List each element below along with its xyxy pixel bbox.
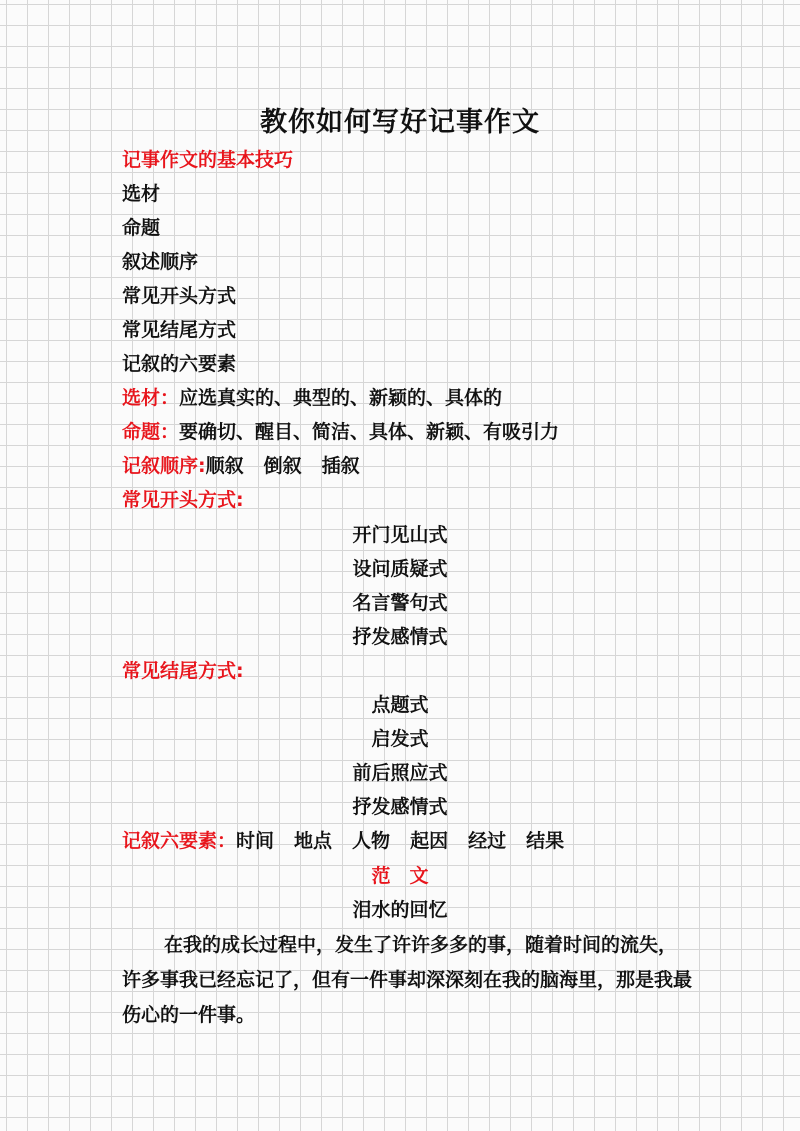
order-item: 倒叙 [263, 455, 302, 477]
essay-title: 泪水的回忆 [352, 899, 448, 921]
endings-label: 常见结尾方式: [122, 660, 244, 682]
element-item: 人物 [352, 830, 391, 852]
order-item: 顺叙 [205, 455, 244, 477]
opening-item: 名言警句式 [352, 592, 448, 614]
element-item: 起因 [410, 830, 449, 852]
opening-item: 抒发感情式 [352, 626, 448, 648]
outline-item: 选材 [122, 183, 161, 205]
material-label: 选材： [122, 387, 180, 409]
opening-item: 设问质疑式 [352, 558, 448, 580]
section-heading: 记事作文的基本技巧 [122, 149, 294, 171]
essay-text: 在我的成长过程中，发生了许许多多的事，随着时间的流失，许多事我已经忘记了，但有一件事却深深刻在我的脑海里，那是我最伤心的一件事。 [122, 934, 693, 1026]
six-elements-line [122, 829, 564, 853]
ending-item: 前后照应式 [352, 762, 448, 784]
page-title: 教你如何写好记事作文 [260, 107, 540, 138]
ending-item: 抒发感情式 [352, 796, 448, 818]
outline-item: 常见结尾方式 [122, 319, 237, 341]
openings-label: 常见开头方式: [122, 489, 244, 511]
opening-item: 开门见山式 [352, 524, 448, 546]
element-item: 时间 [236, 830, 275, 852]
essay-paragraph [122, 928, 692, 1033]
material-line [122, 386, 502, 410]
outline-item: 记叙的六要素 [122, 353, 237, 375]
material-text: 应选真实的、典型的、新颖的、具体的 [179, 387, 503, 409]
order-item: 插叙 [321, 455, 360, 477]
ending-item: 点题式 [371, 694, 429, 716]
topic-line [122, 420, 559, 444]
element-item: 经过 [468, 830, 507, 852]
outline-item: 叙述顺序 [122, 251, 199, 273]
order-label: 记叙顺序: [122, 455, 206, 477]
topic-text: 要确切、醒目、简洁、具体、新颖、有吸引力 [179, 421, 560, 443]
ending-item: 启发式 [371, 728, 429, 750]
outline-item: 命题 [122, 217, 161, 239]
sample-heading: 范 文 [371, 865, 429, 887]
topic-label: 命题： [122, 421, 180, 443]
element-item: 结果 [526, 830, 565, 852]
six-elements-label: 记叙六要素： [122, 830, 237, 852]
element-item: 地点 [294, 830, 333, 852]
order-line [122, 454, 360, 478]
outline-item: 常见开头方式 [122, 285, 237, 307]
